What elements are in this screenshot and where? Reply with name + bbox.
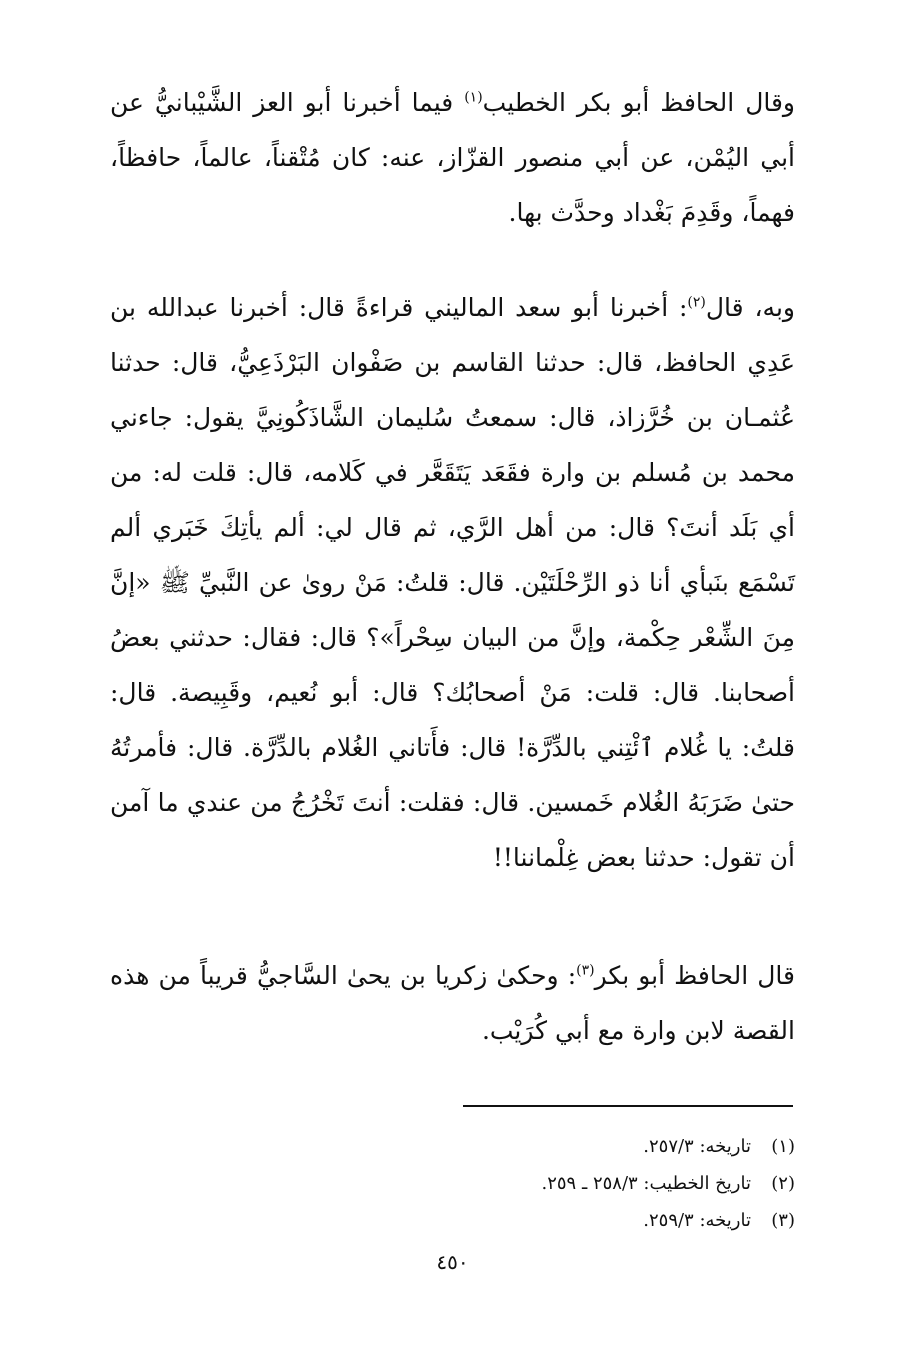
footnote-ref-1: (١) <box>464 89 483 106</box>
paragraph-2 <box>110 280 795 885</box>
footnotes <box>110 1128 795 1239</box>
footnote-number: (١) <box>771 1136 795 1157</box>
footnote-text: تاريخ الخطيب: ٢٥٨/٣ ـ ٢٥٩. <box>541 1173 751 1194</box>
footnote-ref-2: (٢) <box>687 294 706 311</box>
footnote-1 <box>110 1128 795 1165</box>
footnote-text: تاريخه: ٢٥٩/٣. <box>643 1210 751 1231</box>
page-number: ٤٥٠ <box>436 1250 469 1274</box>
footnote-divider <box>463 1105 793 1107</box>
paragraph-3 <box>110 948 795 1058</box>
paragraph-2-text-end: : أخبرنا أبو سعد الماليني قراءةً قال: أخبرنا عبدالله بن عَدِي الحافظ، قال: حدثنا القاسم بن صَفْوان البَرْذَعِيُّ، قال: حدثنا عُثمـان بن خُرَّزاذ، قال: سمعتُ سُليمان الشَّاذَكُونِيَّ يقول: جاءني محمد بن مُسلم بن وارة فقَعَد يَتَقَعَّر في كَلامه، قال: قلت له: من أي بَلَد أنتَ؟ قال: من أهل الرَّي، ثم قال لي: ألم يأتِكَ خَبَري ألم تَسْمَع بنَبأي أنا ذو الرِّحْلَتَيْن. قال: قلتُ: مَنْ روىٰ عن النَّبيِّ ﷺ «إنَّ مِنَ الشِّعْر حِكْمة، وإنَّ من البيان سِحْراً»؟ قال: فقال: حدثني بعضُ أصحابنا. قال: قلت: مَنْ أصحابُك؟ قال: أبو نُعيم، وقَبِيصة. قال: قلتُ: يا غُلام ٱئْتِني بالدِّرَّة! قال: فأَتاني الغُلام بالدِّرَّة. قال: فأمرتُهُ حتىٰ ضَرَبَهُ الغُلام خَمسين. قال: فقلت: أنتَ تَخْرُجُ من عندي ما آمن أن تقول: حدثنا بعض غِلْماننا!! <box>110 293 796 872</box>
footnote-number: (٢) <box>771 1173 795 1194</box>
paragraph-3-text-start: قال الحافظ أبو بكر <box>594 961 795 990</box>
footnote-ref-3: (٣) <box>576 962 595 979</box>
paragraph-1 <box>110 75 795 240</box>
footnote-2 <box>110 1165 795 1202</box>
paragraph-2-text-start: وبه، قال <box>705 293 795 322</box>
paragraph-1-text-end: فيما أخبرنا أبو العز الشَّيْبانيُّ عن أبي اليُمْن، عن أبي منصور القزّاز، عنه: كان مُتْقناً، عالماً، حافظاً، فهماً، وقَدِمَ بَغْداد وحدَّث بها. <box>110 88 795 227</box>
book-page <box>110 70 795 1280</box>
footnote-number: (٣) <box>771 1210 795 1231</box>
paragraph-1-text-start: وقال الحافظ أبو بكر الخطيب <box>482 88 795 117</box>
paragraph-3-text-end: : وحكىٰ زكريا بن يحىٰ السَّاجيُّ قريباً من هذه القصة لابن وارة مع أبي كُرَيْب. <box>110 961 795 1045</box>
footnote-text: تاريخه: ٢٥٧/٣. <box>643 1136 751 1157</box>
footnote-3 <box>110 1202 795 1239</box>
